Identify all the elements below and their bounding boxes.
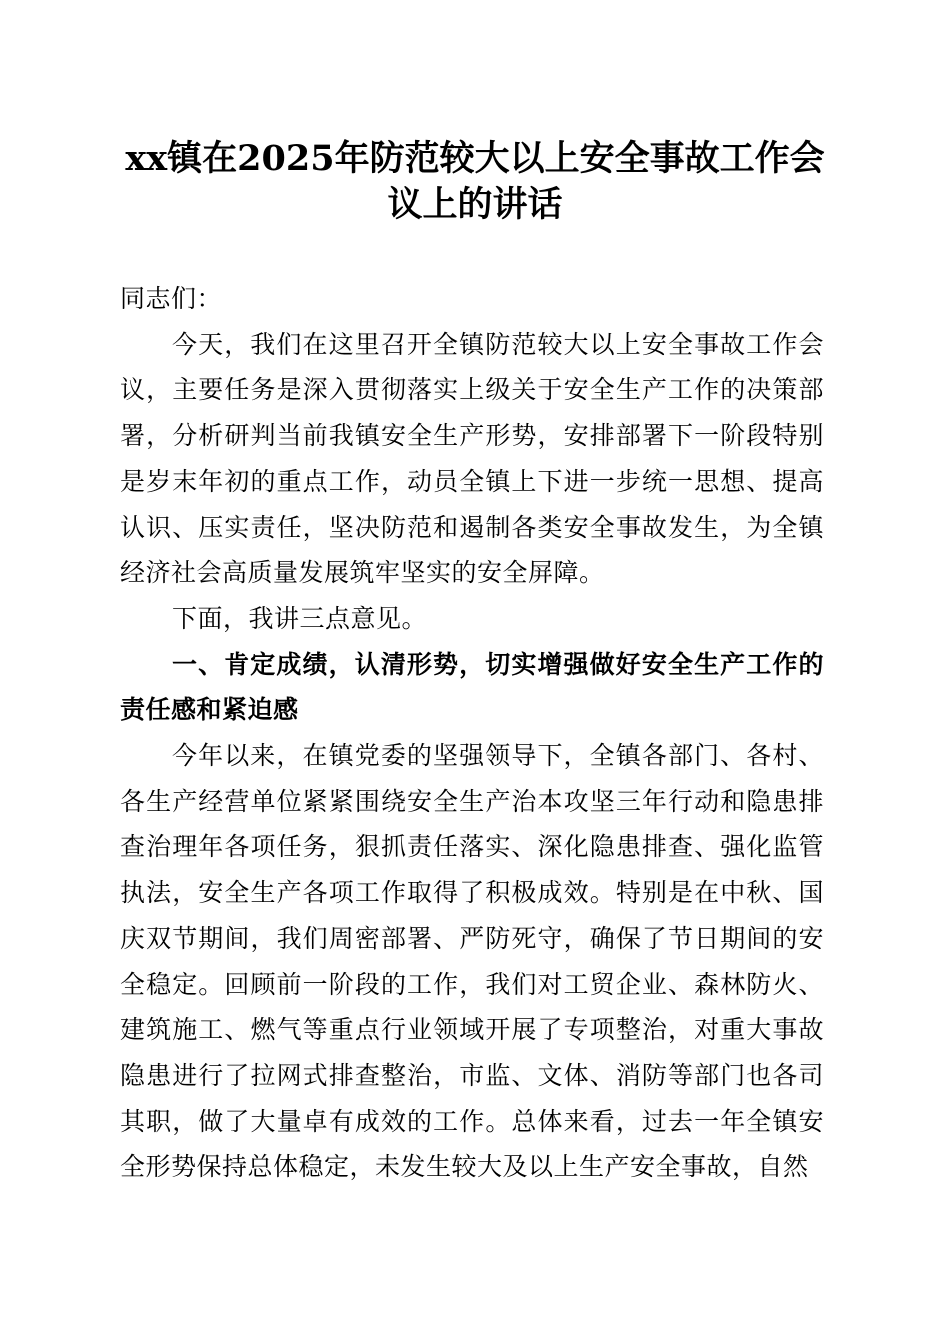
- title-line-2: 议上的讲话: [387, 184, 563, 225]
- title-line-1: xx镇在2025年防范较大以上安全事故工作会: [125, 138, 825, 179]
- paragraph-outline: 下面，我讲三点意见。: [172, 603, 428, 633]
- salutation: 同志们：: [120, 284, 223, 313]
- section-heading-1: 一、肯定成绩，认清形势，切实增强做好安全生产工作的责任感和紧迫感: [120, 649, 824, 725]
- section-1-paragraph: 今年以来，在镇党委的坚强领导下，全镇各部门、各村、各生产经营单位紧紧围绕安全生产治本攻坚三年行动和隐患排查治理年各项任务，狠抓责任落实、深化隐患排查、强化监管执法，安全生产各项工作取得了积极成效。特别是在中秋、国庆双节期间，我们周密部署、严防死守，确保了节日期间的安全稳定。回顾前一阶段的工作，我们对工贸企业、森林防火、建筑施工、燃气等重点行业领域开展了专项整治，对重大事故隐患进行了拉网式排查整治，市监、文体、消防等部门也各司其职，做了大量卓有成效的工作。总体来看，过去一年全镇安全形势保持总体稳定，未发生较大及以上生产安全事故，自然: [120, 741, 824, 1182]
- document-body: [120, 276, 824, 1190]
- paragraph-opening: 今天，我们在这里召开全镇防范较大以上安全事故工作会议，主要任务是深入贯彻落实上级关于安全生产工作的决策部署，分析研判当前我镇安全生产形势，安排部署下一阶段特别是岁末年初的重点工作，动员全镇上下进一步统一思想、提高认识、压实责任，坚决防范和遏制各类安全事故发生，为全镇经济社会高质量发展筑牢坚实的安全屏障。: [120, 329, 824, 588]
- document-title: [110, 136, 840, 228]
